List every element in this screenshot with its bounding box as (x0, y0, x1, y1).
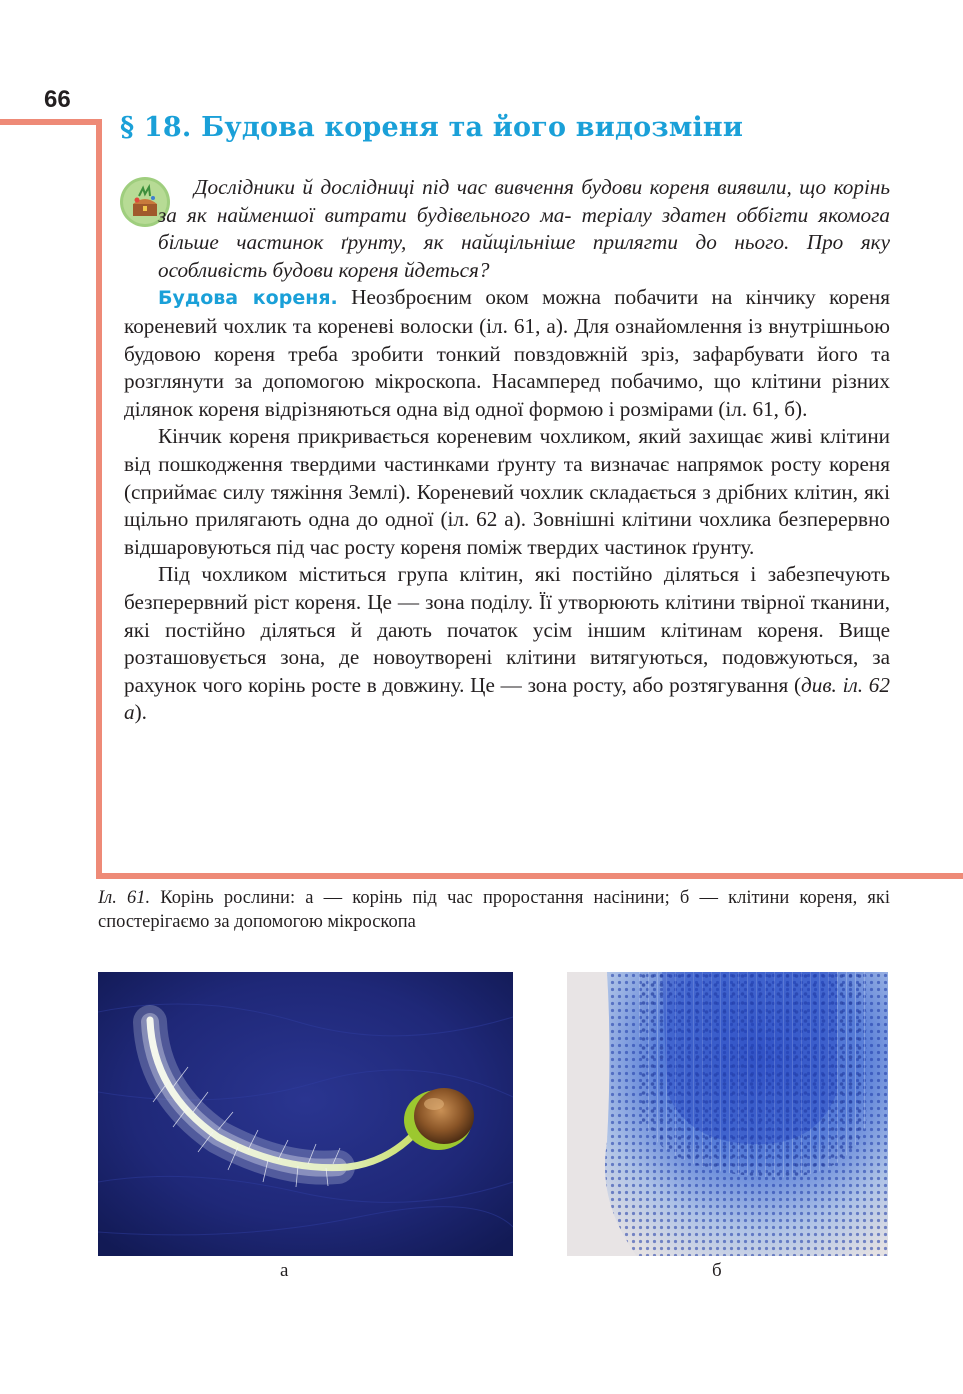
section-bottom-rule (96, 873, 963, 879)
section-side-rule (96, 119, 102, 879)
paragraph-3-text: Під чохликом міститься група клітин, які постійно діляться і забезпечують безперервний ріст кореня. Це — зона поділу. Її утворюють клітини твірної тканини, які постійно діляться й дають початок усім іншим клітинам кореня. Вище розташовується зона, де новоутворені клітини витягуються, подовжуються, за рахунок чого корінь росте в довжину. Це — зона росту, або розтягування ( (124, 562, 890, 697)
intro-question-start: Дослідники й дослідниці під час вивчення будови кореня виявили, що корінь за як найменшої витрати будівельного ма- (158, 175, 890, 227)
figure-reference: див. іл. 62 а (124, 672, 890, 725)
paragraph-1-text: Неозброєним оком можна побачити на кінчику кореня кореневий чохлик та кореневі волоски (іл. 61, а). Для ознайомлення із внутрішньою будовою кореня треба зробити тонкий повздовжній зріз, зафарбувати його та розглянути за допомогою мікроскопа. Насамперед побачимо, що клітини різних ділянок кореня відрізняються одна від одної формою і розмірами (іл. 61, б). (124, 285, 890, 421)
figure-label-a: а (280, 1260, 289, 1281)
figure-caption (98, 886, 890, 934)
intro-question (124, 174, 890, 284)
intro-question-rest: теріалу здатен оббігти якомога більше частинок ґрунту, як найщільніше прилягти до нього. Про яку особливість будови кореня йдеться? (158, 202, 890, 282)
caption-label: Іл. 61. (98, 888, 151, 908)
paragraph-3-end: ). (134, 700, 147, 725)
paragraph-3 (124, 561, 890, 727)
section-title: § 18. Будова кореня та його видозміни (120, 112, 744, 143)
paragraph-1 (124, 284, 890, 423)
root-tip-micrograph (567, 972, 888, 1256)
caption-text: Корінь рослини: а — корінь під час проростання насінини; б — клітини кореня, які спостерігаємо за допомогою мікроскопа (98, 888, 890, 932)
germinating-seed-photo (98, 972, 513, 1256)
section-text (124, 174, 890, 727)
figure-label-b: б (712, 1260, 722, 1281)
paragraph-lead: Будова кореня. (158, 287, 338, 310)
paragraph-2: Кінчик кореня прикривається кореневим чохликом, який захищає живі клітини від пошкодження твердими частинками ґрунту та визначає напрямок росту кореня (сприймає силу тяжіння Землі). Кореневий чохлик складається з дрібних клітин, які щільно прилягають одна до одної (іл. 62 а). Зовнішні клітини чохлика безперервно відшаровуються під час росту кореня поміж твердих частинок ґрунту. (124, 424, 890, 559)
header-rule (0, 119, 102, 125)
page-number: 66 (44, 86, 71, 113)
